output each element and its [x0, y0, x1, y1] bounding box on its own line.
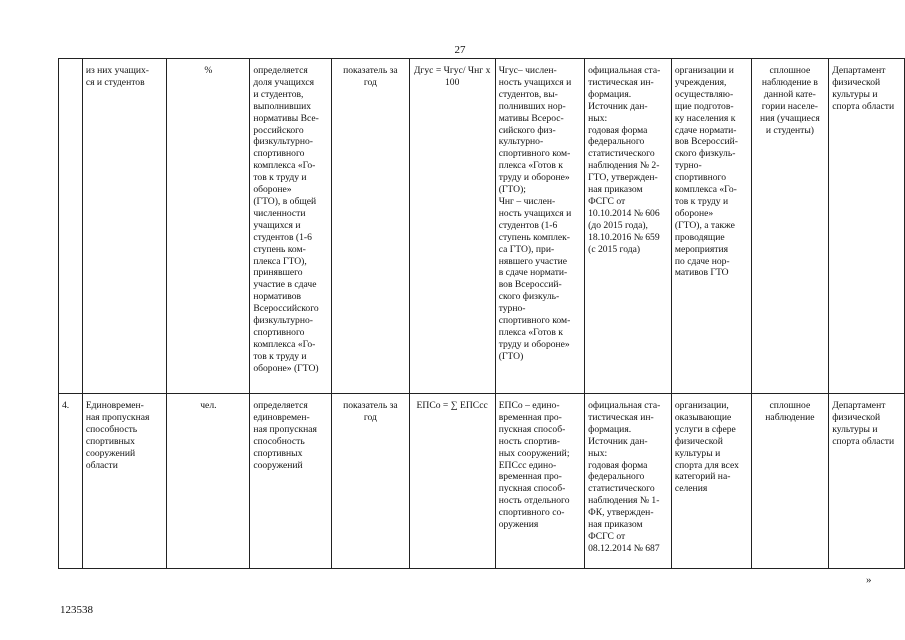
subjects-cell: организации и учреждения, осуществляю- щие подготов- ку населения к сдаче нормати- вов Всероссий- ского физкуль- турно- спортивного комплекса «Го- тов к труду и обороне» (ГТО), а также проводящие мероприятия по сдаче нор- мативов ГТО: [671, 59, 751, 394]
subjects-cell: организации, оказывающие услуги в сфере физической культуры и спорта для всех категорий на- селения: [671, 394, 751, 569]
method-cell: сплошное наблюдение в данной кате- гории населе- ния (учащиеся и студенты): [751, 59, 829, 394]
period-type-cell: показатель за год: [332, 394, 410, 569]
responsible-cell: Департамент физической культуры и спорта области: [829, 59, 905, 394]
data-source-cell: официальная ста- тистическая ин- формация. Источник дан- ных: годовая форма федерального статистического наблюдения № 1- ФК, утвержден- ная приказом ФСГС от 08.12.2014 № 687: [585, 394, 672, 569]
indicator-name: Единовремен- ная пропускная способность спортивных сооружений области: [82, 394, 167, 569]
method-cell: сплошное наблюдение: [751, 394, 829, 569]
page-number: 27: [454, 44, 466, 56]
formula-cell: Дгус = Чгус/ Чнг х 100: [409, 59, 495, 394]
closing-quote-mark: »: [866, 574, 872, 586]
indicator-name: из них учащих- ся и студентов: [82, 59, 167, 394]
indicator-table: [58, 58, 905, 569]
variables-cell: Чгус– числен- ность учащихся и студентов, вы- полнивших нор- мативы Всерос- сийского физ- культурно- спортивного ком- плекса «Готов к труду и обороне» (ГТО); Чнг – числен- ность учащихся и студентов (1-6 ступень комплек- са ГТО), при- нявшего участие в сдаче нормати- вов Всероссий- ского физкуль- турно- спортивного ком- плекса «Готов к труду и обороне» (ГТО): [495, 59, 584, 394]
definition-cell: определяется доля учащихся и студентов, выполнивших нормативы Все- российского физкультурно- спортивного комплекса «Го- тов к труду и обороне» (ГТО), в общей численности учащихся и студентов (1-6 ступень ком- плекса ГТО), принявшего участие в сдаче нормативов Всероссийского физкультурно- спортивного комплекса «Го- тов к труду и обороне» (ГТО): [250, 59, 332, 394]
document-code: 123538: [60, 604, 93, 616]
data-source-cell: официальная ста- тистическая ин- формация. Источник дан- ных: годовая форма федерального статистического наблюдения № 2- ГТО, утвержден- ная приказом ФСГС от 10.10.2014 № 606 (до 2015 года), 18.10.2016 № 659 (с 2015 года): [585, 59, 672, 394]
definition-cell: определяется единовремен- ная пропускная способность спортивных сооружений: [250, 394, 332, 569]
table-row: [59, 394, 905, 569]
unit-cell: чел.: [167, 394, 250, 569]
formula-cell: ЕПСо = ∑ ЕПСсс: [409, 394, 495, 569]
variables-cell: ЕПСо – едино- временная про- пускная способ- ность спортив- ных сооружений; ЕПСсс едино- временная про- пускная способ- ность отдельного спортивного со- оружения: [495, 394, 584, 569]
responsible-cell: Департамент физической культуры и спорта области: [829, 394, 905, 569]
table-row: [59, 59, 905, 394]
row-number: 4.: [59, 394, 83, 569]
row-number: [59, 59, 83, 394]
unit-cell: %: [167, 59, 250, 394]
period-type-cell: показатель за год: [332, 59, 410, 394]
